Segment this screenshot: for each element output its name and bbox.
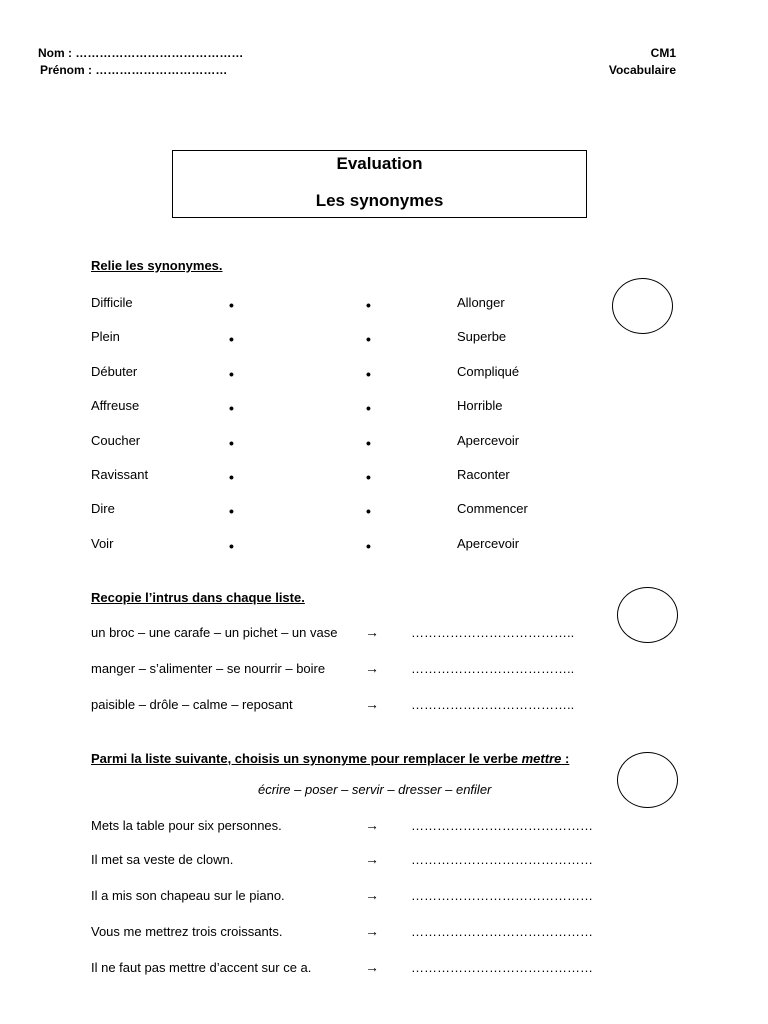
bullet-right: • — [366, 400, 371, 416]
bullet-left: • — [229, 435, 234, 451]
sentence: Il a mis son chapeau sur le piano. — [91, 888, 285, 903]
bullet-right: • — [366, 297, 371, 313]
bullet-left: • — [229, 538, 234, 554]
answer-line: …………………………………… — [411, 888, 593, 903]
left-word: Affreuse — [91, 398, 140, 413]
bullet-left: • — [229, 366, 234, 382]
bullet-right: • — [366, 331, 371, 347]
right-word: Allonger — [457, 295, 505, 310]
name-field: Nom : …………………………………… — [38, 46, 244, 60]
arrow-icon: → — [365, 696, 379, 712]
answer-line: …………………………………… — [411, 960, 593, 975]
right-word: Apercevoir — [457, 433, 520, 448]
answer-line: …………………………………… — [411, 852, 593, 867]
arrow-icon: → — [365, 959, 379, 975]
title-box — [172, 150, 587, 218]
left-word: Voir — [91, 536, 114, 551]
right-word: Horrible — [457, 398, 503, 413]
section1-heading: Relie les synonymes. — [91, 258, 223, 273]
left-word: Plein — [91, 329, 120, 344]
arrow-icon: → — [365, 887, 379, 903]
word-list: manger – s’alimenter – se nourrir – boire — [91, 661, 326, 676]
arrow-icon: → — [365, 817, 379, 833]
sentence: Il ne faut pas mettre d’accent sur ce a. — [91, 960, 312, 975]
verb-mettre: mettre — [521, 751, 562, 766]
word-list: un broc – une carafe – un pichet – un vase — [91, 625, 338, 640]
bullet-right: • — [366, 469, 371, 485]
sentence: Il met sa veste de clown. — [91, 852, 234, 867]
firstname-field: Prénom : …………………………… — [40, 63, 228, 77]
right-word: Raconter — [457, 467, 510, 482]
answer-line: ……………………………….. — [411, 625, 575, 640]
answer-line: ……………………………….. — [411, 661, 575, 676]
bullet-right: • — [366, 538, 371, 554]
sentence: Vous me mettrez trois croissants. — [91, 924, 283, 939]
right-word: Apercevoir — [457, 536, 520, 551]
arrow-icon: → — [365, 923, 379, 939]
title-topic: Les synonymes — [315, 191, 444, 210]
right-word: Commencer — [457, 501, 528, 516]
section3-heading: Parmi la liste suivante, choisis un synonyme pour remplacer le verbe mettre : — [91, 751, 570, 766]
bullet-left: • — [229, 503, 234, 519]
left-word: Dire — [91, 501, 115, 516]
word-list: paisible – drôle – calme – reposant — [91, 697, 293, 712]
arrow-icon: → — [365, 660, 379, 676]
bullet-left: • — [229, 331, 234, 347]
bullet-right: • — [366, 503, 371, 519]
section2-heading: Recopie l’intrus dans chaque liste. — [91, 590, 305, 605]
score-circle-2 — [617, 587, 678, 643]
bullet-left: • — [229, 469, 234, 485]
bullet-left: • — [229, 297, 234, 313]
left-word: Débuter — [91, 364, 138, 379]
synonym-choices: écrire – poser – servir – dresser – enfiler — [258, 782, 492, 797]
answer-line: ……………………………….. — [411, 697, 575, 712]
arrow-icon: → — [365, 851, 379, 867]
class-level: CM1 — [650, 46, 676, 60]
score-circle-1 — [612, 278, 673, 334]
arrow-icon: → — [365, 624, 379, 640]
bullet-right: • — [366, 366, 371, 382]
right-word: Superbe — [457, 329, 507, 344]
bullet-left: • — [229, 400, 234, 416]
subject-label: Vocabulaire — [608, 63, 676, 77]
right-word: Compliqué — [457, 364, 520, 379]
left-word: Ravissant — [91, 467, 149, 482]
left-word: Coucher — [91, 433, 141, 448]
score-circle-3 — [617, 752, 678, 808]
title-evaluation: Evaluation — [336, 154, 423, 173]
answer-line: …………………………………… — [411, 924, 593, 939]
bullet-right: • — [366, 435, 371, 451]
sentence: Mets la table pour six personnes. — [91, 818, 282, 833]
answer-line: …………………………………… — [411, 818, 593, 833]
left-word: Difficile — [91, 295, 133, 310]
